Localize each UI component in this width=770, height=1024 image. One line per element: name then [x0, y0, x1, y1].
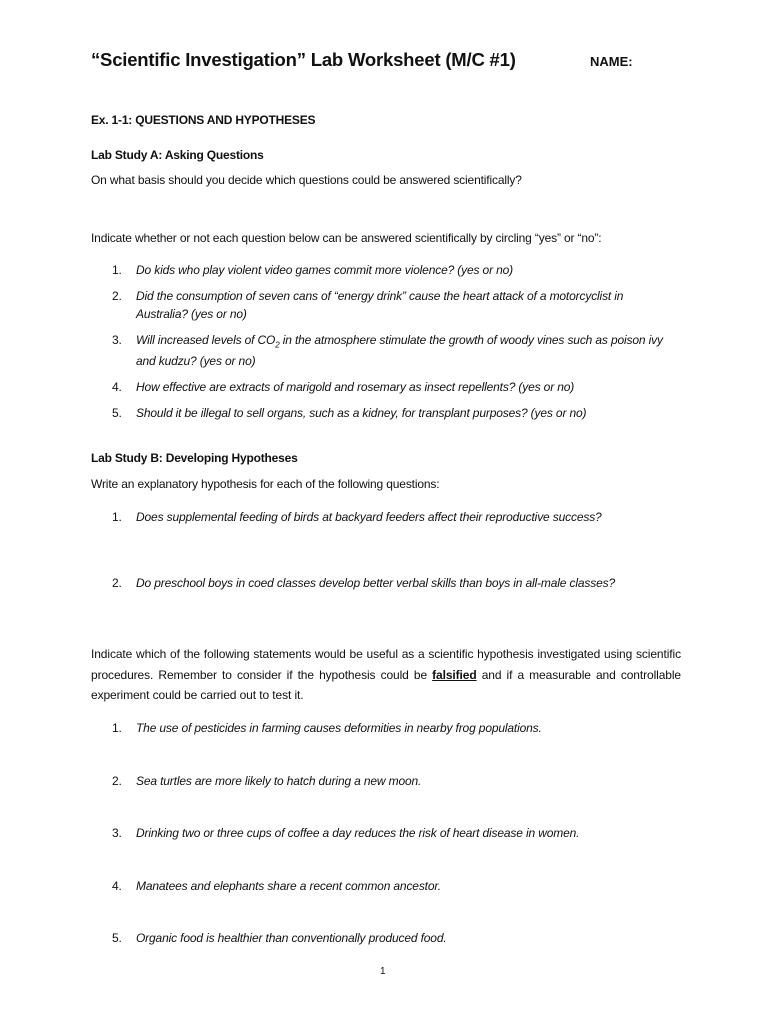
item-number: 4.	[112, 878, 122, 893]
statement-text: Organic food is healthier than conventionally produced food.	[136, 931, 447, 945]
list-item	[112, 405, 672, 423]
question-text: Do kids who play violent video games commit more violence? (yes or no)	[136, 263, 513, 277]
question-text: Did the consumption of seven cans of “energy drink” cause the heart attack of a motorcyclist in Australia? (yes or no)	[136, 289, 624, 321]
list-item	[112, 720, 672, 738]
item-number: 1.	[112, 263, 122, 277]
list-item	[112, 509, 672, 527]
question-text: Does supplemental feeding of birds at backyard feeders affect their reproductive success?	[136, 510, 602, 524]
item-number: 4.	[112, 380, 122, 395]
list-item	[112, 575, 672, 593]
hypothesis-instructions: Indicate which of the following statements would be useful as a scientific hypothesis investigated using scientific procedures. Remember to consider if the hypothesis could be falsified and if a measurable and controllable experiment could be carried out to test it.	[91, 647, 681, 702]
item-number: 3.	[112, 826, 122, 840]
item-number: 5.	[112, 406, 122, 421]
item-number: 2.	[112, 289, 122, 303]
statement-text: The use of pesticides in farming causes deformities in nearby frog populations.	[136, 721, 542, 735]
statement-text: Manatees and elephants share a recent common ancestor.	[136, 878, 441, 893]
name-label: NAME:	[590, 54, 633, 69]
question-text: Do preschool boys in coed classes develop better verbal skills than boys in all-male classes?	[136, 576, 615, 590]
lab-study-a-instruction: Indicate whether or not each question below can be answered scientifically by circling “yes” or “no”:	[91, 231, 602, 245]
falsified-emphasis: falsified	[432, 667, 477, 682]
lab-study-a-heading: Lab Study A: Asking Questions	[91, 148, 264, 162]
list-item	[112, 773, 672, 791]
list-item	[112, 332, 672, 371]
list-item	[112, 930, 672, 948]
list-item	[112, 825, 672, 843]
lab-study-a-prompt: On what basis should you decide which questions could be answered scientifically?	[91, 173, 522, 187]
item-number: 2.	[112, 773, 122, 788]
page-number: 1	[380, 966, 386, 977]
item-number: 3.	[112, 332, 122, 347]
lab-study-b-question-list-2	[112, 575, 672, 593]
lab-study-a-question-list	[112, 262, 672, 423]
lab-study-b-question-list	[112, 509, 672, 527]
item-number: 1.	[112, 721, 122, 735]
question-text: Should it be illegal to sell organs, such as a kidney, for transplant purposes? (yes or no)	[136, 406, 587, 421]
statement-text: Drinking two or three cups of coffee a day reduces the risk of heart disease in women.	[136, 826, 580, 840]
item-number: 1.	[112, 510, 122, 524]
question-text: How effective are extracts of marigold and rosemary as insect repellents? (yes or no)	[136, 380, 575, 395]
item-number: 2.	[112, 576, 122, 590]
list-item	[112, 262, 672, 280]
lab-study-b-instruction: Write an explanatory hypothesis for each of the following questions:	[91, 477, 440, 491]
question-text: Will increased levels of $CO_2$ in the atmosphere stimulate the growth of woody vines such as poison ivy and kudzu? (yes or no)	[136, 332, 663, 369]
exercise-heading: Ex. 1-1: QUESTIONS AND HYPOTHESES	[91, 113, 316, 127]
page-title: “Scientific Investigation” Lab Worksheet (M/C #1)	[91, 49, 516, 70]
lab-study-b-heading: Lab Study B: Developing Hypotheses	[91, 451, 298, 465]
list-item	[112, 288, 672, 323]
list-item	[112, 379, 672, 397]
statement-text: Sea turtles are more likely to hatch during a new moon.	[136, 773, 422, 788]
list-item	[112, 878, 672, 896]
statement-list	[112, 720, 672, 948]
item-number: 5.	[112, 931, 122, 945]
